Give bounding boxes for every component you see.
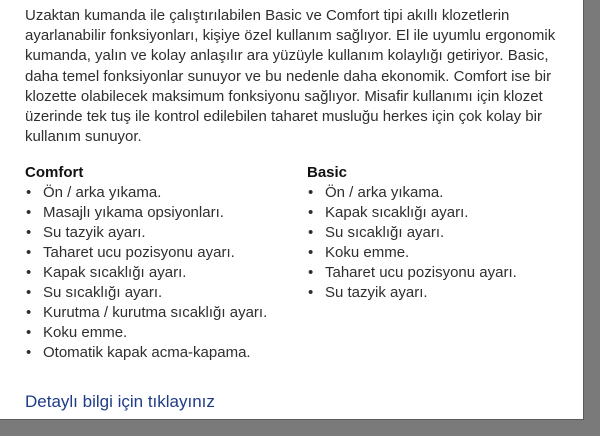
bullet-icon: • xyxy=(308,284,314,301)
bullet-icon: • xyxy=(26,284,32,301)
feature-text: Su sıcaklığı ayarı. xyxy=(43,284,163,301)
list-item xyxy=(25,243,295,263)
bullet-icon: • xyxy=(26,204,32,221)
feature-text: Taharet ucu pozisyonu ayarı. xyxy=(43,244,235,261)
list-item xyxy=(25,203,295,223)
basic-feature-list xyxy=(307,183,567,303)
feature-text: Koku emme. xyxy=(325,244,410,261)
feature-text: Ön / arka yıkama. xyxy=(43,184,162,201)
feature-text: Kurutma / kurutma sıcaklığı ayarı. xyxy=(43,304,268,321)
bullet-icon: • xyxy=(308,204,314,221)
list-item xyxy=(307,223,567,243)
feature-text: Masajlı yıkama opsiyonları. xyxy=(43,204,224,221)
bullet-icon: • xyxy=(26,264,32,281)
comfort-title: Comfort xyxy=(25,164,84,181)
bullet-icon: • xyxy=(308,224,314,241)
feature-text: Su sıcaklığı ayarı. xyxy=(325,224,445,241)
feature-text: Kapak sıcaklığı ayarı. xyxy=(43,264,187,281)
basic-column xyxy=(307,163,567,303)
list-item xyxy=(307,263,567,283)
list-item xyxy=(25,303,295,323)
bullet-icon: • xyxy=(26,244,32,261)
list-item xyxy=(307,203,567,223)
intro-paragraph: Uzaktan kumanda ile çalıştırılabilen Basic ve Comfort tipi akıllı klozetlerin ayarlanabilir fonksiyonları, kişiye özel kullanım sağlıyor. El ile uyumlu ergonomik kumanda, yalın ve kolay anlaşılır ara yüzüyle kullanım kolaylığı getiriyor. Basic, daha temel fonksiyonlar sunuyor ve bu nedenle daha ekonomik. Comfort ise bir klozette olabilecek maksimum fonksiyonu sağlıyor. Misafir kullanımı için klozet üzerinde tek tuş ile kontrol edilebilen taharet musluğu herkes için çok kolay bir kullanım sunuyor. xyxy=(25,7,556,146)
feature-text: Su tazyik ayarı. xyxy=(43,224,146,241)
bullet-icon: • xyxy=(26,224,32,241)
list-item xyxy=(25,183,295,203)
feature-text: Kapak sıcaklığı ayarı. xyxy=(325,204,469,221)
comfort-column xyxy=(25,163,295,363)
bullet-icon: • xyxy=(308,184,314,201)
list-item xyxy=(25,343,295,363)
feature-text: Otomatik kapak acma-kapama. xyxy=(43,344,251,361)
feature-text: Koku emme. xyxy=(43,324,128,341)
bullet-icon: • xyxy=(308,244,314,261)
list-item xyxy=(25,223,295,243)
list-item xyxy=(307,183,567,203)
bullet-icon: • xyxy=(26,184,32,201)
list-item xyxy=(25,283,295,303)
bullet-icon: • xyxy=(26,344,32,361)
bullet-icon: • xyxy=(26,304,32,321)
list-item xyxy=(307,243,567,263)
bullet-icon: • xyxy=(26,324,32,341)
feature-text: Su tazyik ayarı. xyxy=(325,284,428,301)
feature-text: Taharet ucu pozisyonu ayarı. xyxy=(325,264,517,281)
list-item xyxy=(25,323,295,343)
feature-text: Ön / arka yıkama. xyxy=(325,184,444,201)
bullet-icon: • xyxy=(308,264,314,281)
basic-title: Basic xyxy=(307,164,348,181)
comfort-feature-list xyxy=(25,183,295,363)
list-item xyxy=(307,283,567,303)
list-item xyxy=(25,263,295,283)
details-link[interactable]: Detaylı bilgi için tıklayınız xyxy=(25,392,215,411)
